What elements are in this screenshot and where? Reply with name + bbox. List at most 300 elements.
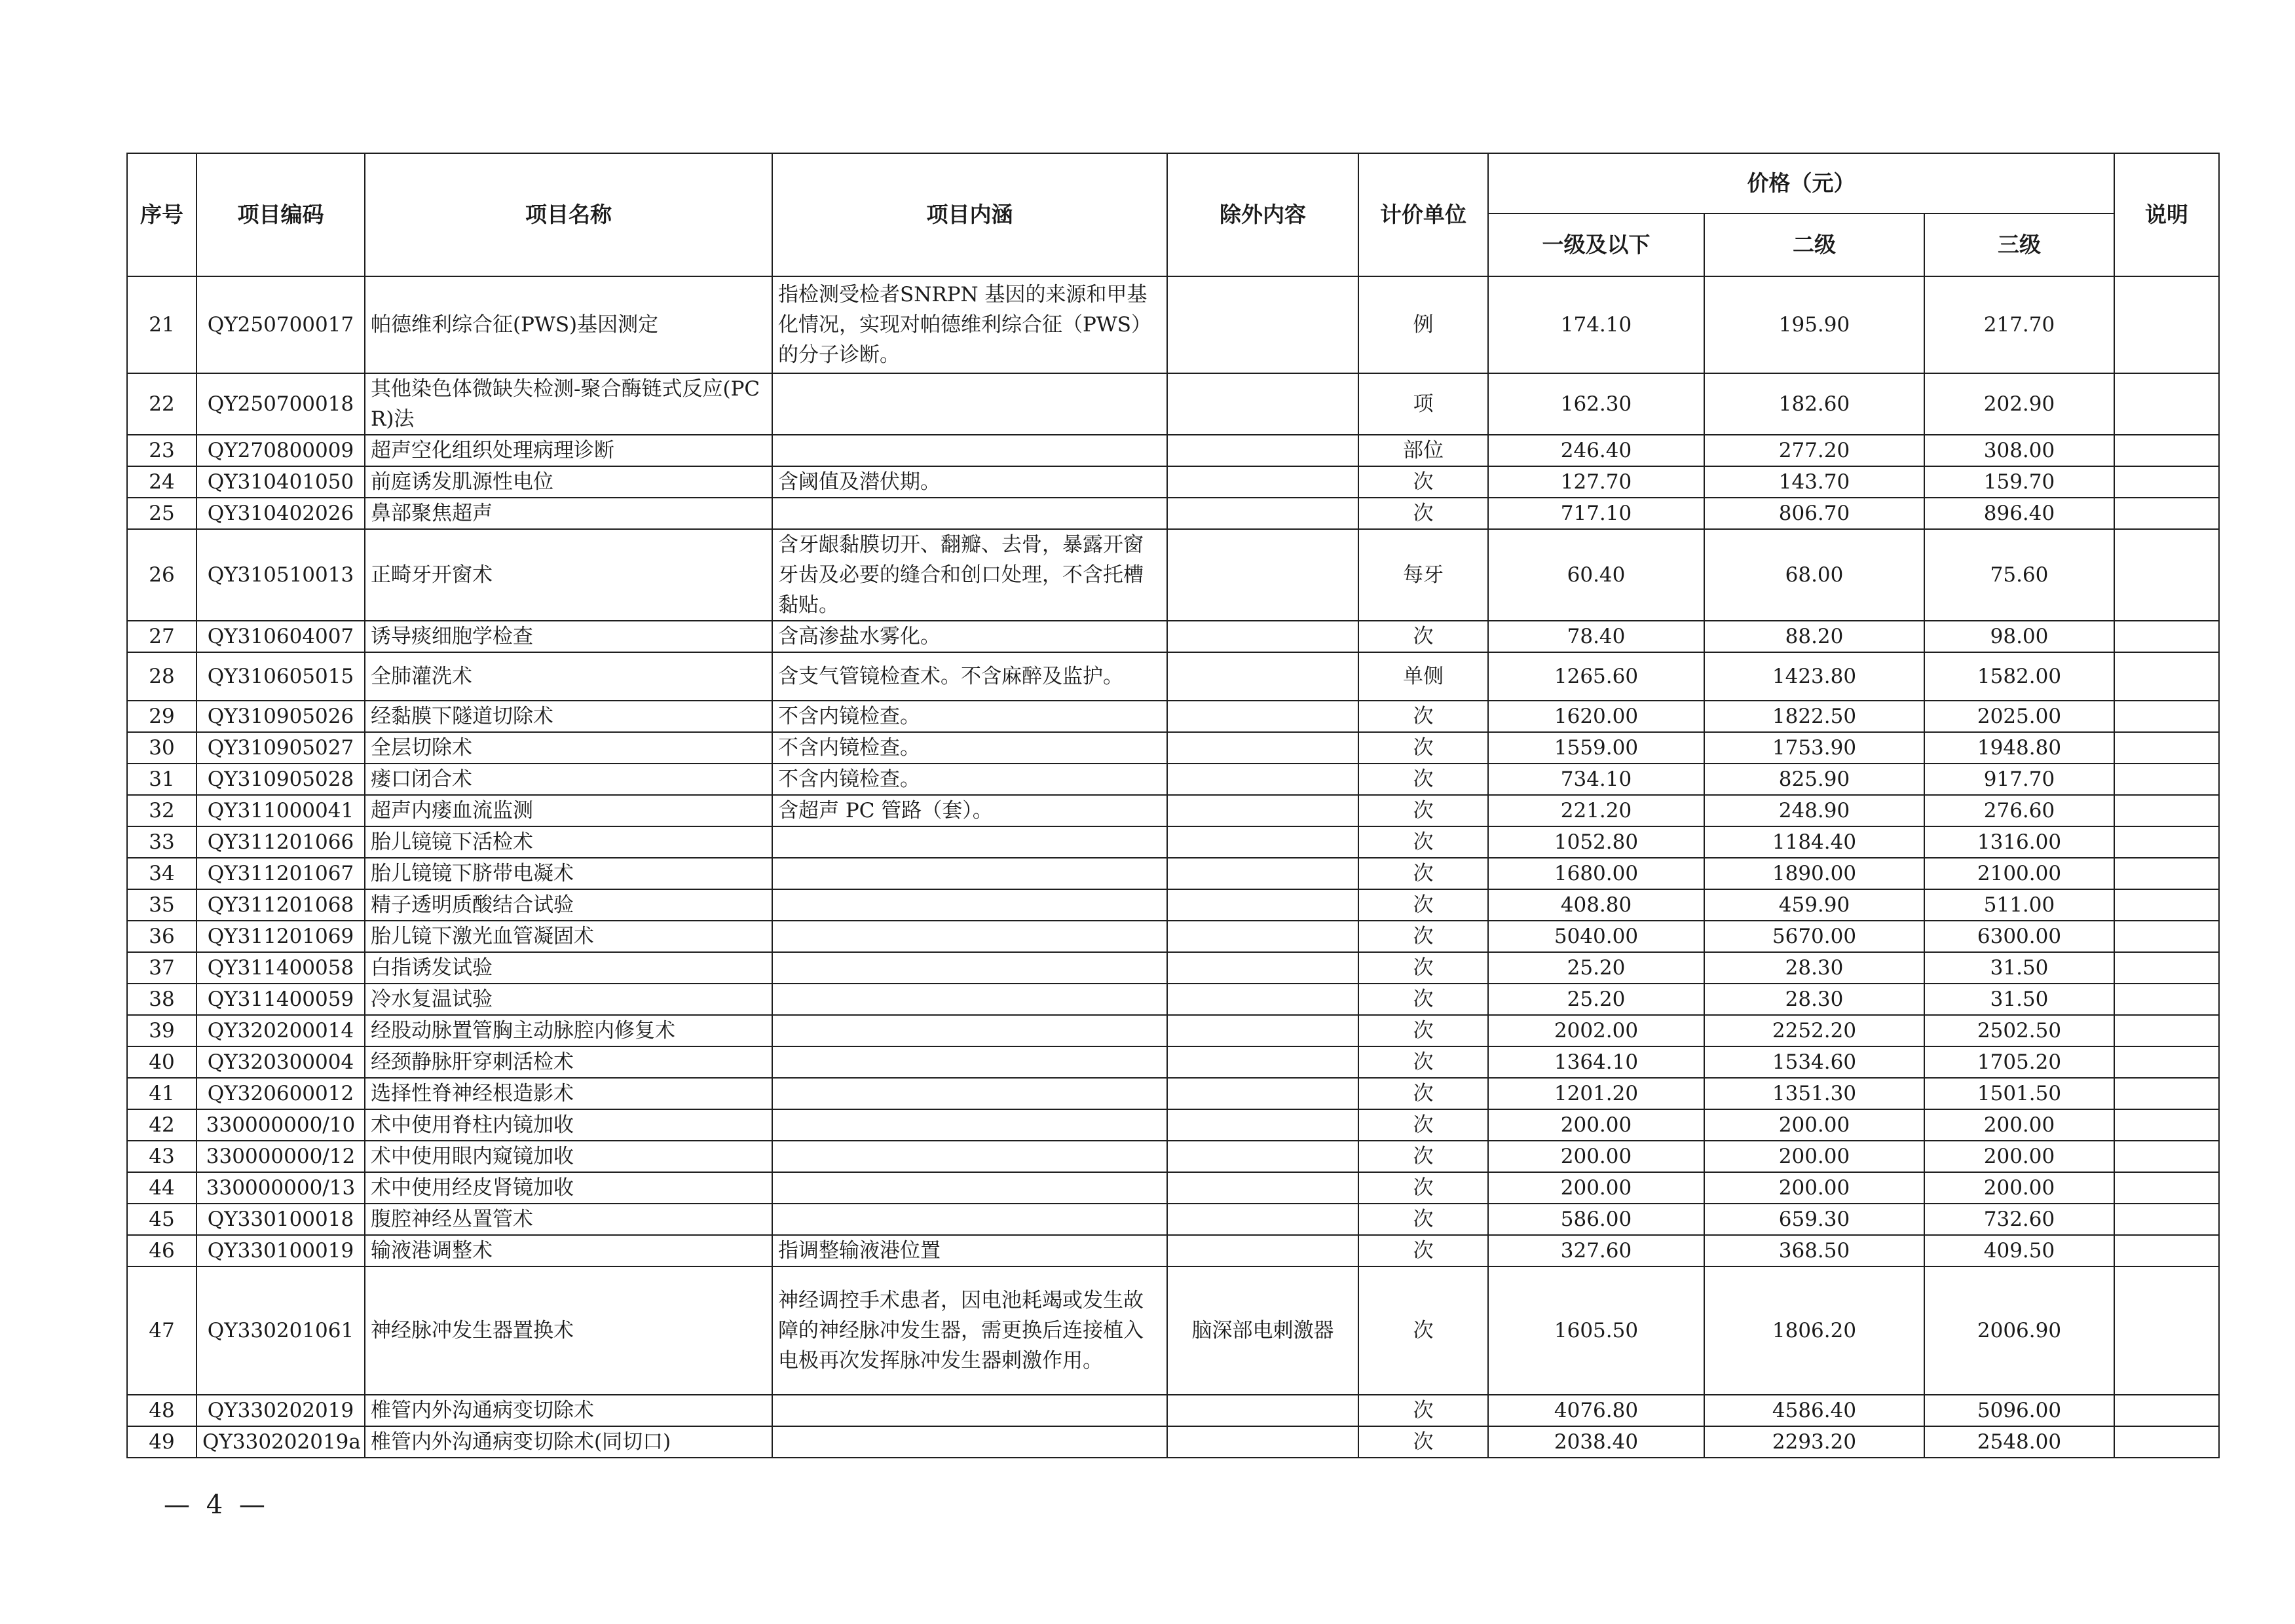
cell-excluded <box>1167 1235 1358 1266</box>
cell-content <box>772 826 1167 858</box>
cell-seq: 44 <box>127 1172 196 1204</box>
cell-seq: 39 <box>127 1015 196 1046</box>
cell-name: 椎管内外沟通病变切除术(同切口) <box>365 1426 772 1458</box>
cell-unit: 次 <box>1358 764 1488 795</box>
cell-content <box>772 1109 1167 1141</box>
cell-content: 不含内镜检查。 <box>772 732 1167 764</box>
cell-price-level3: 2100.00 <box>1924 858 2114 889</box>
cell-seq: 47 <box>127 1266 196 1395</box>
cell-name: 选择性脊神经根造影术 <box>365 1078 772 1109</box>
cell-price-level3: 2548.00 <box>1924 1426 2114 1458</box>
cell-name: 精子透明质酸结合试验 <box>365 889 772 921</box>
cell-price-level1: 127.70 <box>1488 466 1704 498</box>
cell-name: 超声空化组织处理病理诊断 <box>365 435 772 466</box>
cell-unit: 次 <box>1358 1395 1488 1426</box>
cell-code: QY311201068 <box>196 889 365 921</box>
header-content: 项目内涵 <box>772 153 1167 276</box>
cell-code: QY330201061 <box>196 1266 365 1395</box>
cell-price-level1: 246.40 <box>1488 435 1704 466</box>
cell-code: QY330202019a <box>196 1426 365 1458</box>
cell-excluded <box>1167 952 1358 984</box>
cell-note <box>2114 764 2219 795</box>
cell-price-level1: 1680.00 <box>1488 858 1704 889</box>
cell-name: 胎儿镜下激光血管凝固术 <box>365 921 772 952</box>
cell-code: QY310402026 <box>196 498 365 529</box>
table-row <box>127 889 2219 921</box>
cell-price-level2: 277.20 <box>1704 435 1924 466</box>
cell-unit: 次 <box>1358 858 1488 889</box>
cell-name: 正畸牙开窗术 <box>365 529 772 621</box>
cell-code: QY311201066 <box>196 826 365 858</box>
cell-price-level1: 200.00 <box>1488 1141 1704 1172</box>
cell-content <box>772 984 1167 1015</box>
cell-price-level1: 1364.10 <box>1488 1046 1704 1078</box>
cell-unit: 次 <box>1358 1078 1488 1109</box>
cell-price-level1: 78.40 <box>1488 621 1704 652</box>
cell-price-level3: 1501.50 <box>1924 1078 2114 1109</box>
cell-price-level3: 1316.00 <box>1924 826 2114 858</box>
cell-seq: 36 <box>127 921 196 952</box>
cell-price-level2: 1806.20 <box>1704 1266 1924 1395</box>
table-body <box>127 276 2219 1458</box>
cell-note <box>2114 529 2219 621</box>
cell-unit: 次 <box>1358 1266 1488 1395</box>
cell-content: 不含内镜检查。 <box>772 764 1167 795</box>
cell-content <box>772 1426 1167 1458</box>
cell-price-level2: 2293.20 <box>1704 1426 1924 1458</box>
cell-excluded <box>1167 921 1358 952</box>
cell-name: 胎儿镜镜下脐带电凝术 <box>365 858 772 889</box>
cell-seq: 40 <box>127 1046 196 1078</box>
cell-price-level1: 2002.00 <box>1488 1015 1704 1046</box>
cell-price-level1: 1620.00 <box>1488 701 1704 732</box>
cell-note <box>2114 952 2219 984</box>
cell-content <box>772 1204 1167 1235</box>
cell-code: QY310605015 <box>196 652 365 701</box>
cell-name: 术中使用眼内窥镜加收 <box>365 1141 772 1172</box>
cell-unit: 次 <box>1358 701 1488 732</box>
cell-code: QY310401050 <box>196 466 365 498</box>
cell-content <box>772 1141 1167 1172</box>
cell-code: QY270800009 <box>196 435 365 466</box>
cell-code: 330000000/13 <box>196 1172 365 1204</box>
cell-unit: 次 <box>1358 1204 1488 1235</box>
cell-seq: 22 <box>127 373 196 435</box>
cell-name: 椎管内外沟通病变切除术 <box>365 1395 772 1426</box>
cell-excluded <box>1167 466 1358 498</box>
cell-price-level2: 5670.00 <box>1704 921 1924 952</box>
cell-code: QY320600012 <box>196 1078 365 1109</box>
cell-price-level2: 459.90 <box>1704 889 1924 921</box>
table-row <box>127 952 2219 984</box>
cell-name: 术中使用脊柱内镜加收 <box>365 1109 772 1141</box>
cell-unit: 次 <box>1358 466 1488 498</box>
cell-code: 330000000/10 <box>196 1109 365 1141</box>
cell-unit: 项 <box>1358 373 1488 435</box>
cell-note <box>2114 1172 2219 1204</box>
cell-note <box>2114 795 2219 826</box>
cell-seq: 31 <box>127 764 196 795</box>
cell-note <box>2114 1204 2219 1235</box>
cell-price-level3: 409.50 <box>1924 1235 2114 1266</box>
cell-content <box>772 952 1167 984</box>
cell-price-level1: 5040.00 <box>1488 921 1704 952</box>
cell-content <box>772 1015 1167 1046</box>
cell-price-level3: 200.00 <box>1924 1109 2114 1141</box>
cell-unit: 单侧 <box>1358 652 1488 701</box>
header-excluded: 除外内容 <box>1167 153 1358 276</box>
cell-code: QY311201067 <box>196 858 365 889</box>
cell-code: QY310510013 <box>196 529 365 621</box>
cell-note <box>2114 1426 2219 1458</box>
cell-unit: 次 <box>1358 889 1488 921</box>
cell-price-level3: 917.70 <box>1924 764 2114 795</box>
cell-price-level2: 1534.60 <box>1704 1046 1924 1078</box>
cell-price-level3: 98.00 <box>1924 621 2114 652</box>
cell-price-level2: 1184.40 <box>1704 826 1924 858</box>
cell-note <box>2114 373 2219 435</box>
cell-price-level2: 88.20 <box>1704 621 1924 652</box>
cell-price-level3: 31.50 <box>1924 952 2114 984</box>
cell-price-level3: 896.40 <box>1924 498 2114 529</box>
cell-note <box>2114 276 2219 373</box>
cell-unit: 次 <box>1358 1141 1488 1172</box>
cell-excluded <box>1167 795 1358 826</box>
cell-name: 其他染色体微缺失检测-聚合酶链式反应(PCR)法 <box>365 373 772 435</box>
cell-price-level2: 659.30 <box>1704 1204 1924 1235</box>
cell-excluded <box>1167 858 1358 889</box>
cell-price-level3: 1582.00 <box>1924 652 2114 701</box>
cell-price-level3: 2025.00 <box>1924 701 2114 732</box>
cell-unit: 次 <box>1358 1015 1488 1046</box>
cell-name: 术中使用经皮肾镜加收 <box>365 1172 772 1204</box>
cell-content <box>772 435 1167 466</box>
cell-note <box>2114 435 2219 466</box>
cell-name: 冷水复温试验 <box>365 984 772 1015</box>
cell-price-level3: 732.60 <box>1924 1204 2114 1235</box>
cell-excluded <box>1167 984 1358 1015</box>
cell-price-level1: 200.00 <box>1488 1109 1704 1141</box>
cell-unit: 次 <box>1358 732 1488 764</box>
cell-name: 神经脉冲发生器置换术 <box>365 1266 772 1395</box>
cell-note <box>2114 1235 2219 1266</box>
cell-price-level1: 1052.80 <box>1488 826 1704 858</box>
cell-unit: 次 <box>1358 621 1488 652</box>
header-level3: 三级 <box>1924 213 2114 276</box>
cell-note <box>2114 1266 2219 1395</box>
cell-price-level2: 28.30 <box>1704 952 1924 984</box>
cell-price-level3: 200.00 <box>1924 1172 2114 1204</box>
cell-note <box>2114 826 2219 858</box>
table-row <box>127 466 2219 498</box>
cell-price-level1: 734.10 <box>1488 764 1704 795</box>
table-row <box>127 435 2219 466</box>
cell-excluded <box>1167 1426 1358 1458</box>
cell-note <box>2114 921 2219 952</box>
cell-price-level1: 717.10 <box>1488 498 1704 529</box>
table-row <box>127 373 2219 435</box>
cell-price-level2: 182.60 <box>1704 373 1924 435</box>
cell-seq: 26 <box>127 529 196 621</box>
cell-excluded <box>1167 621 1358 652</box>
cell-code: QY311201069 <box>196 921 365 952</box>
cell-price-level2: 248.90 <box>1704 795 1924 826</box>
price-table <box>126 153 2220 1458</box>
table-row <box>127 1109 2219 1141</box>
cell-price-level3: 276.60 <box>1924 795 2114 826</box>
page-number: — 4 — <box>164 1490 269 1520</box>
cell-seq: 48 <box>127 1395 196 1426</box>
cell-unit: 次 <box>1358 498 1488 529</box>
cell-excluded <box>1167 373 1358 435</box>
cell-note <box>2114 466 2219 498</box>
cell-code: 330000000/12 <box>196 1141 365 1172</box>
cell-content: 含阈值及潜伏期。 <box>772 466 1167 498</box>
cell-name: 输液港调整术 <box>365 1235 772 1266</box>
cell-seq: 28 <box>127 652 196 701</box>
cell-price-level1: 327.60 <box>1488 1235 1704 1266</box>
header-note: 说明 <box>2114 153 2219 276</box>
cell-content <box>772 858 1167 889</box>
table-row <box>127 1015 2219 1046</box>
cell-price-level3: 511.00 <box>1924 889 2114 921</box>
cell-code: QY311400059 <box>196 984 365 1015</box>
cell-unit: 次 <box>1358 795 1488 826</box>
cell-price-level1: 174.10 <box>1488 276 1704 373</box>
cell-unit: 次 <box>1358 826 1488 858</box>
cell-price-level2: 195.90 <box>1704 276 1924 373</box>
cell-price-level3: 5096.00 <box>1924 1395 2114 1426</box>
header-name: 项目名称 <box>365 153 772 276</box>
cell-seq: 38 <box>127 984 196 1015</box>
cell-code: QY330100018 <box>196 1204 365 1235</box>
cell-seq: 24 <box>127 466 196 498</box>
cell-excluded <box>1167 1172 1358 1204</box>
cell-seq: 25 <box>127 498 196 529</box>
cell-name: 前庭诱发肌源性电位 <box>365 466 772 498</box>
table-row <box>127 826 2219 858</box>
cell-seq: 30 <box>127 732 196 764</box>
cell-code: QY320300004 <box>196 1046 365 1078</box>
cell-content: 不含内镜检查。 <box>772 701 1167 732</box>
table-row <box>127 1235 2219 1266</box>
cell-code: QY330202019 <box>196 1395 365 1426</box>
cell-name: 全层切除术 <box>365 732 772 764</box>
cell-unit: 每牙 <box>1358 529 1488 621</box>
cell-content: 指调整输液港位置 <box>772 1235 1167 1266</box>
cell-content: 含高渗盐水雾化。 <box>772 621 1167 652</box>
cell-price-level3: 217.70 <box>1924 276 2114 373</box>
cell-price-level3: 308.00 <box>1924 435 2114 466</box>
cell-content <box>772 498 1167 529</box>
cell-price-level1: 586.00 <box>1488 1204 1704 1235</box>
table-row <box>127 1046 2219 1078</box>
cell-excluded <box>1167 1015 1358 1046</box>
cell-seq: 42 <box>127 1109 196 1141</box>
cell-name: 经股动脉置管胸主动脉腔内修复术 <box>365 1015 772 1046</box>
cell-price-level1: 200.00 <box>1488 1172 1704 1204</box>
cell-note <box>2114 889 2219 921</box>
cell-price-level2: 806.70 <box>1704 498 1924 529</box>
cell-seq: 27 <box>127 621 196 652</box>
cell-content: 神经调控手术患者，因电池耗竭或发生故障的神经脉冲发生器，需更换后连接植入电极再次发挥脉冲发生器刺激作用。 <box>772 1266 1167 1395</box>
table-header <box>127 153 2219 276</box>
cell-name: 鼻部聚焦超声 <box>365 498 772 529</box>
cell-content <box>772 1395 1167 1426</box>
cell-price-level3: 200.00 <box>1924 1141 2114 1172</box>
cell-price-level3: 1948.80 <box>1924 732 2114 764</box>
cell-price-level2: 200.00 <box>1704 1172 1924 1204</box>
cell-price-level2: 1423.80 <box>1704 652 1924 701</box>
cell-seq: 43 <box>127 1141 196 1172</box>
cell-code: QY311400058 <box>196 952 365 984</box>
cell-excluded <box>1167 1078 1358 1109</box>
table-row <box>127 1266 2219 1395</box>
cell-unit: 次 <box>1358 1109 1488 1141</box>
cell-content <box>772 373 1167 435</box>
cell-content: 指检测受检者SNRPN 基因的来源和甲基化情况，实现对帕德维利综合征（PWS）的分子诊断。 <box>772 276 1167 373</box>
table-row <box>127 1078 2219 1109</box>
table-row <box>127 276 2219 373</box>
cell-price-level1: 162.30 <box>1488 373 1704 435</box>
header-seq: 序号 <box>127 153 196 276</box>
table-row <box>127 764 2219 795</box>
cell-price-level2: 1822.50 <box>1704 701 1924 732</box>
table-row <box>127 1141 2219 1172</box>
cell-content <box>772 1078 1167 1109</box>
cell-excluded <box>1167 1395 1358 1426</box>
cell-content: 含牙龈黏膜切开、翻瓣、去骨，暴露开窗牙齿及必要的缝合和创口处理，不含托槽黏贴。 <box>772 529 1167 621</box>
cell-price-level2: 4586.40 <box>1704 1395 1924 1426</box>
cell-seq: 34 <box>127 858 196 889</box>
table-row <box>127 529 2219 621</box>
cell-unit: 次 <box>1358 921 1488 952</box>
table-row <box>127 984 2219 1015</box>
header-unit: 计价单位 <box>1358 153 1488 276</box>
table-row <box>127 1204 2219 1235</box>
cell-price-level2: 825.90 <box>1704 764 1924 795</box>
cell-price-level1: 60.40 <box>1488 529 1704 621</box>
cell-excluded <box>1167 498 1358 529</box>
table-row <box>127 701 2219 732</box>
cell-seq: 33 <box>127 826 196 858</box>
cell-name: 瘘口闭合术 <box>365 764 772 795</box>
table-row <box>127 652 2219 701</box>
cell-unit: 次 <box>1358 1426 1488 1458</box>
cell-code: QY320200014 <box>196 1015 365 1046</box>
cell-seq: 32 <box>127 795 196 826</box>
cell-content <box>772 1046 1167 1078</box>
cell-seq: 29 <box>127 701 196 732</box>
cell-note <box>2114 652 2219 701</box>
cell-price-level3: 202.90 <box>1924 373 2114 435</box>
cell-excluded <box>1167 732 1358 764</box>
cell-note <box>2114 1141 2219 1172</box>
cell-code: QY330100019 <box>196 1235 365 1266</box>
cell-note <box>2114 1109 2219 1141</box>
cell-code: QY310905026 <box>196 701 365 732</box>
table-row <box>127 1395 2219 1426</box>
header-price-group: 价格（元） <box>1488 153 2114 213</box>
cell-excluded <box>1167 701 1358 732</box>
cell-code: QY310905028 <box>196 764 365 795</box>
cell-price-level1: 25.20 <box>1488 984 1704 1015</box>
cell-price-level1: 1265.60 <box>1488 652 1704 701</box>
cell-note <box>2114 858 2219 889</box>
cell-price-level2: 68.00 <box>1704 529 1924 621</box>
cell-note <box>2114 621 2219 652</box>
cell-price-level1: 408.80 <box>1488 889 1704 921</box>
cell-price-level3: 31.50 <box>1924 984 2114 1015</box>
cell-excluded <box>1167 764 1358 795</box>
cell-content <box>772 1172 1167 1204</box>
cell-price-level3: 2502.50 <box>1924 1015 2114 1046</box>
cell-name: 经颈静脉肝穿刺活检术 <box>365 1046 772 1078</box>
cell-code: QY310604007 <box>196 621 365 652</box>
cell-seq: 41 <box>127 1078 196 1109</box>
cell-code: QY310905027 <box>196 732 365 764</box>
cell-excluded: 脑深部电刺激器 <box>1167 1266 1358 1395</box>
cell-seq: 46 <box>127 1235 196 1266</box>
table-row <box>127 795 2219 826</box>
cell-name: 帕德维利综合征(PWS)基因测定 <box>365 276 772 373</box>
cell-note <box>2114 1015 2219 1046</box>
cell-excluded <box>1167 1046 1358 1078</box>
cell-price-level1: 2038.40 <box>1488 1426 1704 1458</box>
cell-excluded <box>1167 276 1358 373</box>
table-row <box>127 1172 2219 1204</box>
cell-name: 白指诱发试验 <box>365 952 772 984</box>
cell-code: QY250700018 <box>196 373 365 435</box>
cell-price-level2: 1753.90 <box>1704 732 1924 764</box>
cell-name: 腹腔神经丛置管术 <box>365 1204 772 1235</box>
cell-name: 全肺灌洗术 <box>365 652 772 701</box>
cell-seq: 35 <box>127 889 196 921</box>
cell-price-level1: 221.20 <box>1488 795 1704 826</box>
cell-excluded <box>1167 652 1358 701</box>
cell-price-level1: 1605.50 <box>1488 1266 1704 1395</box>
cell-price-level3: 6300.00 <box>1924 921 2114 952</box>
cell-unit: 部位 <box>1358 435 1488 466</box>
cell-price-level2: 143.70 <box>1704 466 1924 498</box>
cell-code: QY250700017 <box>196 276 365 373</box>
cell-price-level2: 368.50 <box>1704 1235 1924 1266</box>
cell-code: QY311000041 <box>196 795 365 826</box>
cell-seq: 23 <box>127 435 196 466</box>
cell-price-level2: 200.00 <box>1704 1109 1924 1141</box>
cell-excluded <box>1167 889 1358 921</box>
cell-content <box>772 921 1167 952</box>
cell-price-level2: 1351.30 <box>1704 1078 1924 1109</box>
cell-excluded <box>1167 529 1358 621</box>
cell-note <box>2114 984 2219 1015</box>
cell-excluded <box>1167 1141 1358 1172</box>
cell-price-level3: 75.60 <box>1924 529 2114 621</box>
table-row <box>127 1426 2219 1458</box>
cell-price-level2: 2252.20 <box>1704 1015 1924 1046</box>
cell-seq: 45 <box>127 1204 196 1235</box>
table-row <box>127 732 2219 764</box>
header-level1: 一级及以下 <box>1488 213 1704 276</box>
cell-price-level2: 200.00 <box>1704 1141 1924 1172</box>
cell-price-level1: 1559.00 <box>1488 732 1704 764</box>
cell-note <box>2114 732 2219 764</box>
table-row <box>127 858 2219 889</box>
table-row <box>127 621 2219 652</box>
cell-price-level3: 1705.20 <box>1924 1046 2114 1078</box>
cell-price-level2: 1890.00 <box>1704 858 1924 889</box>
cell-content <box>772 889 1167 921</box>
